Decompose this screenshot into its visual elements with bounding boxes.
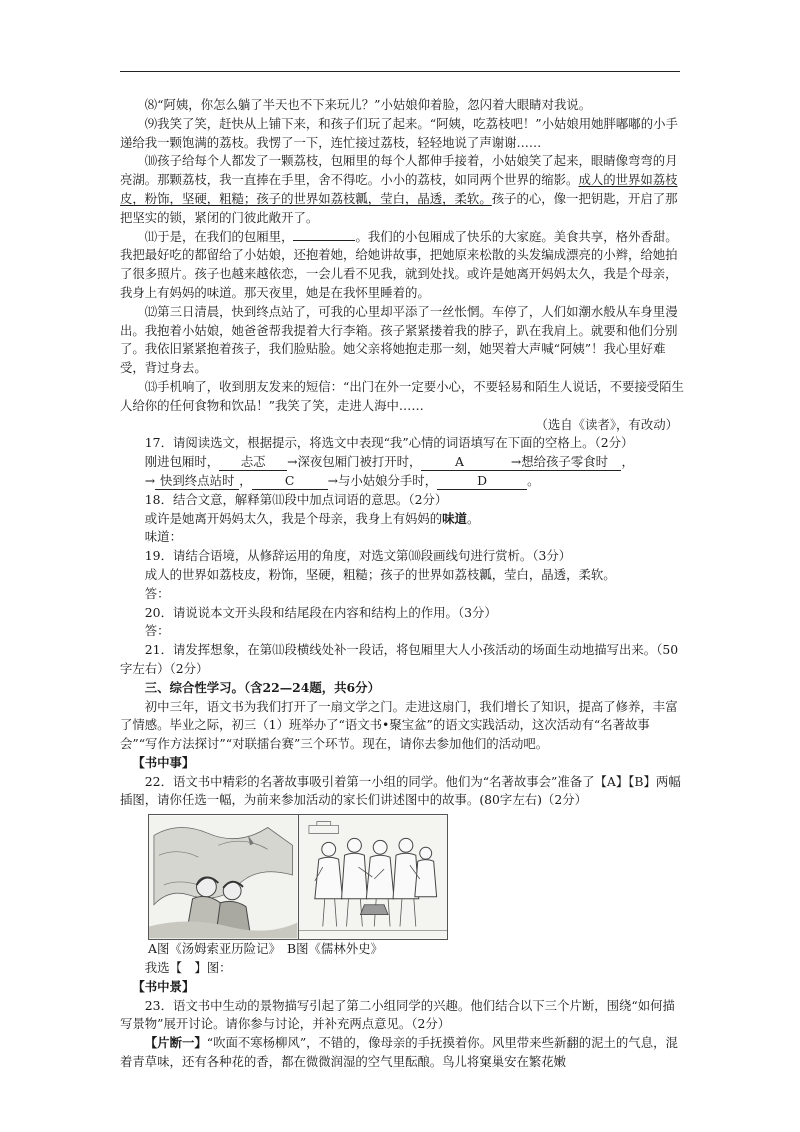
q17-text-underlined: →想给孩子零食时	[497, 454, 621, 471]
q17-fill-line-1	[145, 453, 686, 472]
q18-dotted-word: 味道	[442, 510, 467, 526]
q17-blank-a[interactable]: A	[421, 454, 497, 471]
section-3-title: 三、综合性学习。（含22—24题，共6分）	[144, 679, 380, 695]
paragraph-10-text-b: 孩子的心，像一把钥匙，开启了那把坚实的锁，紧闭的门彼此敞开了。	[120, 190, 678, 225]
paragraph-9: ⑼我笑了笑，赶快从上铺下来，和孩子们玩了起来。“阿姨，吃荔枝吧！”小姑娘用她胖嘟嘟的小手递给我一颗饱满的荔枝。我愣了一下，连忙接过荔枝，轻轻地说了声谢谢……	[120, 115, 678, 150]
caption-a: A图《汤姆索亚历险记》	[148, 941, 275, 957]
fragment-1-text: “吹面不寒杨柳风”，不错的，像母亲的手抚摸着你。风里带来些新翻的泥土的气息，混着青草味，还有各种花的香，都在微微润湿的空气里酝酿。鸟儿将窠巢安在繁花嫩	[120, 1035, 678, 1070]
paragraph-11-text-a: ⑾于是，在我们的包厢里，	[144, 228, 294, 244]
q17-text: →	[144, 472, 156, 488]
illustration-figure	[148, 814, 448, 940]
q18-answer-label: 味道：	[144, 529, 182, 545]
caption-b: B图《儒林外史》	[287, 941, 383, 957]
paragraph-12: ⑿第三日清晨，快到终点站了，可我的心里却平添了一丝怅惘。车停了，人们如潮水般从车身里漫出。我抱着小姑娘，她爸爸帮我提着大行李箱。孩子紧紧搂着我的脖子，趴在我肩上。就要和他们分别了。我依旧紧紧抱着孩子，我们脸贴脸。她父亲将她抱走那一刻，她哭着大声喊“阿姨”！我心里好难受，背过身去。	[120, 303, 678, 376]
q19-answer-label: 答：	[144, 585, 170, 601]
paragraph-11-text-b: 。我们的小包厢成了快乐的大家庭。美食共享，格外香甜。我把最好吃的都留给了小姑娘，还抱着她，给她讲故事，把她原来松散的头发编成漂亮的小辫，给她拍了很多照片。孩子也越来越依恋，一会儿看不见我，就到处找。或许是她离开妈妈太久，我是个母亲，我身上有妈妈的味道。那天夜里，她是在我怀里睡着的。	[120, 228, 678, 300]
block-title-book-events: 【书中事】	[132, 754, 195, 770]
q17-text: 刚进包厢时，	[144, 454, 220, 470]
illustration-a-drawing	[149, 815, 298, 939]
q17-fill-line-2	[145, 472, 686, 491]
illustration-b	[298, 815, 448, 939]
question-23: 23．语文书中生动的景物描写引起了第二小组同学的兴趣。他们结合以下三个片断，围绕“如何描写景物”展开讨论。请你参与讨论，并补充两点意见。（2分）	[120, 997, 675, 1032]
source-citation: （选自《读者》，有改动）	[535, 416, 678, 432]
question-17: 17．请阅读选文，根据提示，将选文中表现“我”心情的词语填写在下面的空格上。（2分）	[144, 435, 634, 451]
question-20: 20．请说说本文开头段和结尾段在内容和结构上的作用。（3分）	[144, 604, 497, 620]
underlined-sentence: 成人的世界如荔枝皮，粉饰，坚硬，粗糙；孩子的世界如荔枝瓤，莹白，晶透，柔软。	[120, 172, 678, 206]
document-page	[120, 96, 686, 1072]
paragraph-10	[120, 152, 686, 227]
choose-picture: 我选【 】图：	[144, 960, 232, 976]
q17-text: →深夜包厢门被打开时，	[287, 454, 422, 470]
paragraph-11	[120, 228, 686, 303]
q17-blank-c[interactable]: C	[252, 473, 328, 490]
question-22: 22．语文书中精彩的名著故事吸引着第一小组的同学。他们为“名著故事会”准备了【A】【B】两幅插图，请你任选一幅，为前来参加活动的家长们讲述图中的故事。(80字左右)（2分）	[120, 773, 681, 808]
q18-quote-end: 。	[466, 510, 480, 526]
q17-answer-2[interactable]: 快到终点站时	[155, 473, 239, 490]
q17-text: →与小姑娘分手时，	[327, 472, 438, 488]
block-title-book-scenery: 【书中景】	[132, 978, 195, 994]
illustration-b-drawing	[299, 815, 448, 939]
paragraph-13: ⒀手机响了，收到朋友发来的短信：“出门在外一定要小心，不要轻易和陌生人说话，不要接受陌生人给你的任何食物和饮品！”我笑了笑，走进人海中……	[120, 378, 684, 413]
question-21: 21．请发挥想象，在第⑾段横线处补一段话，将包厢里大人小孩活动的场面生动地描写出来。（50字左右）（2分）	[120, 642, 679, 676]
illustration-caption	[148, 940, 686, 959]
q17-text: ，	[239, 472, 252, 488]
illustration-a	[149, 815, 298, 939]
fragment-1-label: 【片断一】	[144, 1035, 207, 1051]
header-rule	[120, 71, 680, 72]
q17-answer-1[interactable]: 忐忑	[219, 454, 287, 471]
question-19: 19．请结合语境，从修辞运用的角度，对选文第⑽段画线句进行赏析。（3分）	[144, 548, 572, 564]
q18-quote-text: 或许是她离开妈妈太久，我是个母亲，我身上有妈妈的	[144, 510, 443, 526]
q17-text: ，	[621, 454, 634, 470]
q17-text: 。	[527, 472, 540, 488]
paragraph-10-text-a: ⑽孩子给每个人都发了一颗荔枝，包厢里的每个人都伸手接着，小姑娘笑了起来，眼睛像弯弯的月亮湖。那颗荔枝，我一直捧在手里，舍不得吃。小小的荔枝，如同两个世界的缩影。	[120, 153, 678, 188]
answer-blank[interactable]	[293, 228, 355, 241]
section-3-intro: 初中三年，语文书为我们打开了一扇文学之门。走进这扇门，我们增长了知识，提高了修养，丰富了情感。毕业之际，初三（1）班举办了“语文书•聚宝盆”的语文实践活动，这次活动有“名著故事会”“写作方法探讨”“对联擂台赛”三个环节。现在，请你去参加他们的活动吧。	[120, 698, 678, 752]
fragment-1	[120, 1034, 686, 1072]
question-18: 18．结合文意，解释第⑾段中加点词语的意思。（2分）	[144, 491, 448, 507]
q20-answer-label: 答：	[144, 623, 170, 639]
q17-blank-d[interactable]: D	[437, 473, 527, 490]
q18-quote	[120, 510, 686, 529]
q19-quote: 成人的世界如荔枝皮，粉饰，坚硬，粗糙；孩子的世界如荔枝瓤，莹白，晶透，柔软。	[144, 566, 616, 582]
paragraph-8: ⑻“阿姨，你怎么躺了半天也不下来玩儿？”小姑娘仰着脸，忽闪着大眼睛对我说。	[144, 97, 592, 112]
